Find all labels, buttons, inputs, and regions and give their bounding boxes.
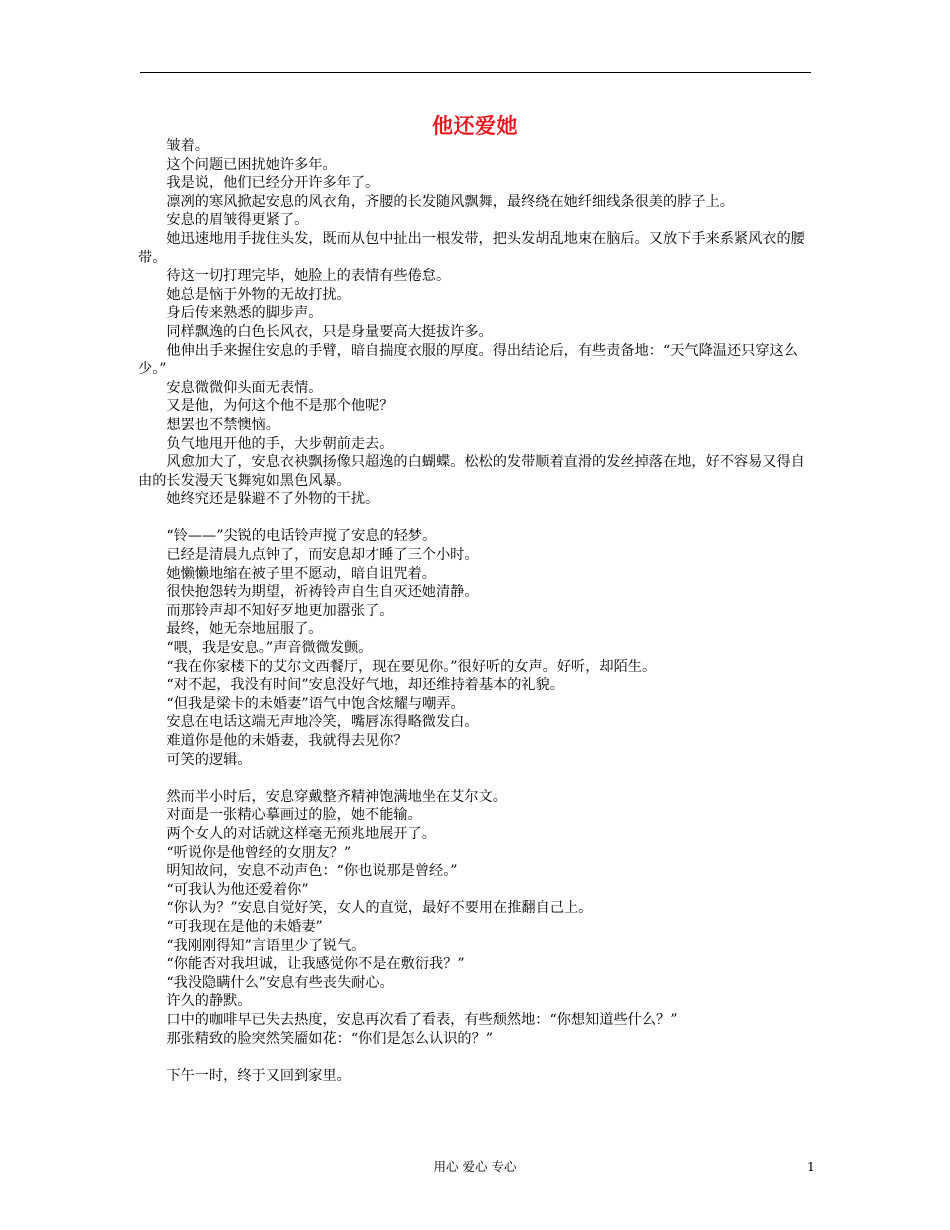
paragraph: 我是说，他们已经分开许多年了。 — [166, 175, 380, 192]
footer-text: 用心 爱心 专心 — [433, 1159, 517, 1174]
document-title: 他还爱她 — [432, 114, 518, 138]
paragraph: 又是他，为何这个他不是那个他呢？ — [166, 398, 394, 415]
paragraph: 想罢也不禁懊恼。 — [166, 416, 280, 433]
paragraph: 负气地甩开他的手，大步朝前走去。 — [166, 435, 394, 452]
paragraph: “你认为？”安息自觉好笑，女人的直觉，最好不要用在推翻自己上。 — [166, 900, 593, 917]
header-rule — [140, 72, 811, 73]
paragraph: “喂，我是安息。”声音微微发颤。 — [166, 640, 373, 657]
paragraph-gap — [138, 769, 818, 788]
paragraph: 难道你是他的未婚妻，我就得去见你？ — [166, 733, 408, 749]
paragraph-gap — [138, 509, 818, 528]
paragraph: 已经是清晨九点钟了，而安息却才睡了三个小时。 — [166, 547, 479, 564]
paragraph: 她总是恼于外物的无故打扰。 — [166, 286, 351, 303]
paragraph: 很快抱怨转为期望，祈祷铃声自生自灭还她清静。 — [166, 584, 479, 601]
paragraph: 凛冽的寒风掀起安息的风衣角，齐腰的长发随风飘舞，最终绕在她纤细线条很美的脖子上。 — [166, 193, 734, 210]
paragraph: 待这一切打理完毕，她脸上的表情有些倦怠。 — [166, 268, 451, 285]
paragraph-gap — [138, 1048, 818, 1067]
paragraph: 明知故问，安息不动声色：“你也说那是曾经。” — [166, 863, 458, 880]
paragraph: “我在你家楼下的艾尔文西餐厅，现在要见你。”很好听的女声。好听，却陌生。 — [166, 658, 657, 675]
paragraph: 皱着。 — [166, 138, 209, 154]
paragraph: “我刚刚得知”言语里少了锐气。 — [166, 937, 366, 954]
paragraph: 对面是一张精心摹画过的脸，她不能输。 — [166, 807, 422, 824]
paragraph: 安息在电话这端无声地冷笑，嘴唇冻得略微发白。 — [166, 714, 479, 731]
paragraph: 安息的眉皱得更紧了。 — [166, 212, 309, 229]
paragraph: 她终究还是躲避不了外物的干扰。 — [166, 491, 380, 508]
paragraph: 下午一时，终于又回到家里。 — [166, 1067, 351, 1084]
document-body — [138, 137, 818, 1085]
paragraph: 风愈加大了，安息衣袂飘扬像只超逸的白蝴蝶。松松的发带顺着直滑的发丝掉落在地，好不容易又得自由的长发漫天飞舞宛如黑色风暴。 — [138, 454, 805, 489]
paragraph: 身后传来熟悉的脚步声。 — [166, 305, 323, 322]
paragraph: 最终，她无奈地屈服了。 — [166, 621, 323, 638]
paragraph: 她迅速地用手拢住头发，既而从包中扯出一根发带，把头发胡乱地束在脑后。又放下手来系紧风衣的腰带。 — [138, 230, 805, 266]
paragraph: “可我认为他还爱着你” — [166, 881, 309, 898]
paragraph: 她懒懒地缩在被子里不愿动，暗自诅咒着。 — [166, 565, 436, 582]
paragraph: “你能否对我坦诚，让我感觉你不是在敷衍我？” — [166, 956, 465, 973]
paragraph: “铃——”尖锐的电话铃声搅了安息的轻梦。 — [166, 528, 437, 545]
paragraph: “听说你是他曾经的女朋友？” — [166, 844, 352, 861]
paragraph: 可笑的逻辑。 — [166, 751, 252, 768]
paragraph: 口中的咖啡早已失去热度，安息再次看了看表，有些颓然地：“你想知道些什么？” — [166, 1011, 678, 1028]
paragraph: “但我是梁卡的未婚妻”语气中饱含炫耀与嘲弄。 — [166, 695, 465, 712]
paragraph: 这个问题已困扰她许多年。 — [166, 156, 337, 173]
paragraph: 那张精致的脸突然笑靥如花：“你们是怎么认识的？” — [166, 1030, 494, 1047]
paragraph: “我没隐瞒什么”安息有些丧失耐心。 — [166, 974, 394, 991]
paragraph: 然而半小时后，安息穿戴整齐精神饱满地坐在艾尔文。 — [166, 788, 507, 805]
paragraph: 安息微微仰头面无表情。 — [166, 379, 323, 396]
paragraph: 同样飘逸的白色长风衣，只是身量要高大挺拔许多。 — [166, 323, 493, 340]
paragraph: 两个女人的对话就这样毫无预兆地展开了。 — [166, 825, 436, 842]
paragraph: 许久的静默。 — [166, 993, 252, 1010]
page-number: 1 — [807, 1159, 815, 1174]
paragraph: “可我现在是他的未婚妻” — [166, 918, 323, 935]
paragraph: “对不起，我没有时间”安息没好气地，却还维持着基本的礼貌。 — [166, 677, 564, 694]
paragraph: 他伸出手来握住安息的手臂，暗自揣度衣服的厚度。得出结论后，有些责备地：“天气降温还只穿这么少。” — [138, 342, 798, 378]
paragraph: 而那铃声却不知好歹地更加嚣张了。 — [166, 602, 394, 619]
